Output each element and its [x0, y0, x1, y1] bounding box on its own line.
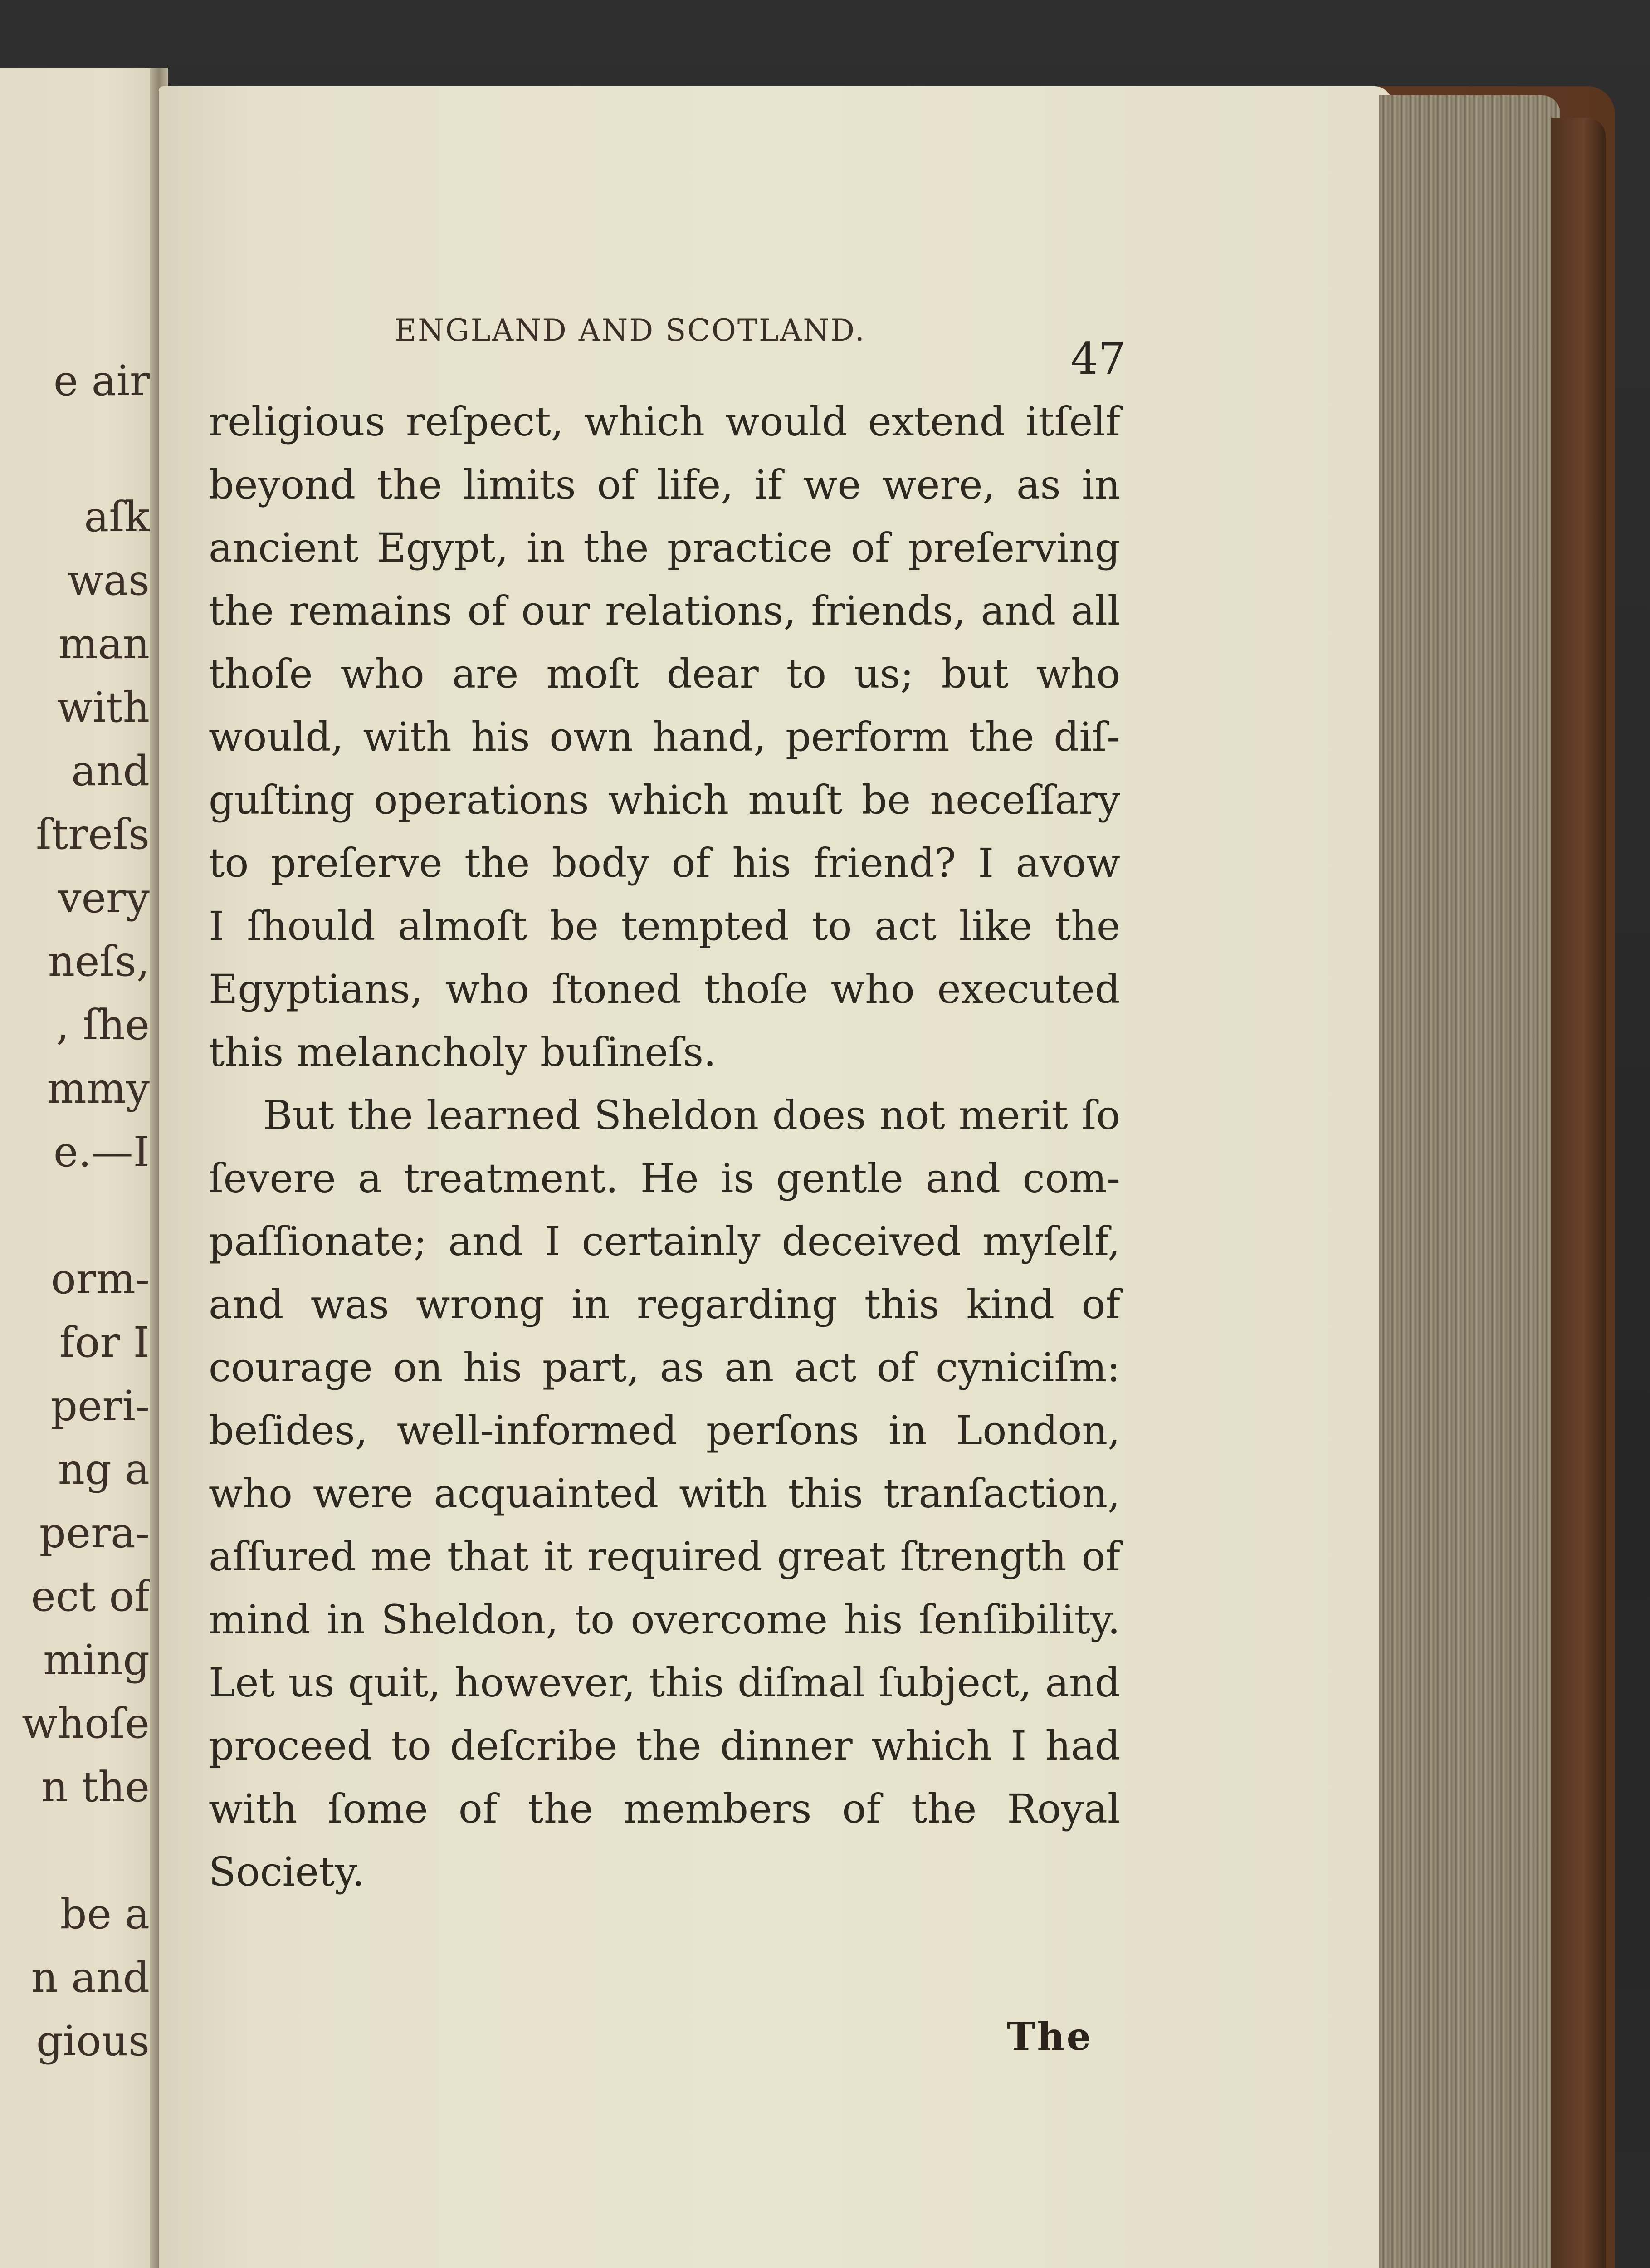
left-page-line: ſtreſs [36, 810, 150, 859]
cover-edge [1551, 118, 1606, 2268]
left-page-text [0, 68, 150, 2268]
left-page-line: very [58, 874, 150, 922]
left-page-line: ect of [31, 1572, 150, 1621]
left-page-line: ng a [58, 1445, 150, 1494]
left-page-line: n and [31, 1953, 150, 2002]
text-line: courage on his part, as an act of cyniciſm: [209, 1344, 1120, 1391]
left-page-line: pera- [39, 1509, 150, 1557]
left-page-line: for I [59, 1318, 150, 1367]
left-page-line: whoſe [22, 1699, 150, 1748]
text-line: thoſe who are moſt dear to us; but who [209, 650, 1120, 697]
text-line: beyond the limits of life, if we were, as in [209, 461, 1120, 508]
text-line: aſſured me that it required great ſtrength of [209, 1533, 1120, 1580]
text-line: and was wrong in regarding this kind of [209, 1281, 1120, 1328]
text-line: I ſhould almoſt be tempted to act like the [209, 903, 1120, 949]
text-line: ancient Egypt, in the practice of preſerving [209, 524, 1120, 571]
left-page-line: peri- [51, 1382, 150, 1430]
text-line: Society. [209, 1848, 365, 1895]
left-page-line: orm- [51, 1255, 150, 1303]
text-line: Let us quit, however, this diſmal ſubject, and [209, 1659, 1120, 1706]
text-line: But the learned Sheldon does not merit ſo [263, 1092, 1120, 1139]
page-edges [1379, 95, 1560, 2268]
left-page-line: with [57, 683, 150, 732]
left-page-line: be a [60, 1890, 150, 1938]
left-page-line: and [71, 747, 150, 795]
left-page-line: , ſhe [56, 1001, 150, 1049]
left-page-line: e.—I [53, 1128, 150, 1176]
text-line: ſevere a treatment. He is gentle and com- [209, 1155, 1120, 1202]
left-page-line: ming [43, 1636, 150, 1684]
text-line: mind in Sheldon, to overcome his ſenſibility. [209, 1596, 1120, 1643]
left-page-line: was [68, 556, 150, 605]
left-page-line: e air [54, 357, 150, 405]
text-line: Egyptians, who ſtoned thoſe who executed [209, 966, 1120, 1012]
left-page [0, 68, 156, 2268]
text-line: beſides, well-informed perſons in London, [209, 1407, 1120, 1454]
left-page-line: man [58, 620, 150, 668]
left-page-line: n the [41, 1763, 150, 1811]
text-line: with ſome of the members of the Royal [209, 1785, 1120, 1832]
text-line: this melancholy buſineſs. [209, 1029, 717, 1075]
text-line: proceed to deſcribe the dinner which I had [209, 1722, 1120, 1769]
header-title: ENGLAND AND SCOTLAND. [395, 313, 866, 348]
text-line: the remains of our relations, friends, and all [209, 587, 1120, 634]
left-page-line: mmy [47, 1064, 150, 1113]
text-line: who were acquainted with this tranſaction, [209, 1470, 1120, 1517]
left-page-line: neſs, [48, 937, 150, 986]
text-line: paſſionate; and I certainly deceived myſelf, [209, 1218, 1120, 1265]
text-line: religious reſpect, which would extend itſelf [209, 398, 1120, 445]
page-number: 47 [1070, 333, 1126, 384]
left-page-line: gious [36, 2017, 150, 2065]
text-line: guſting operations which muſt be neceſſary [209, 777, 1120, 823]
text-line: to preſerve the body of his friend? I avow [209, 840, 1120, 886]
text-line: would, with his own hand, perform the diſ- [209, 714, 1120, 760]
left-page-line: aſk [84, 493, 150, 541]
catchword: The [1007, 2014, 1093, 2059]
